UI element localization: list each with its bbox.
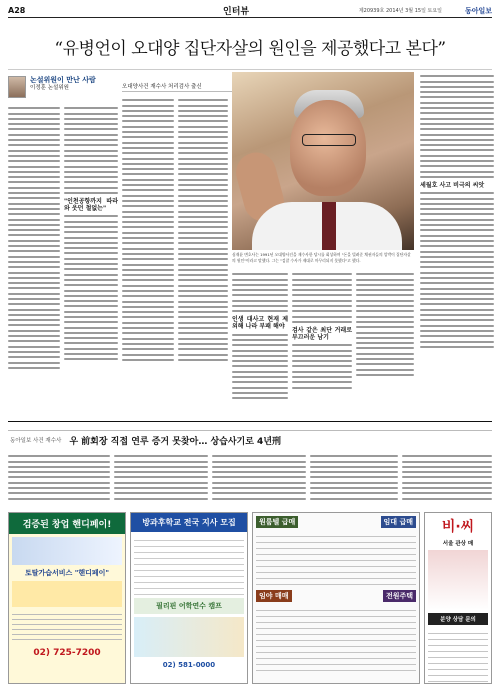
bottom-column-2 xyxy=(114,452,208,508)
subhead-4: 검사 같은 최단 거래로 부끄러운 남기 xyxy=(292,326,352,341)
headline: “유병언이 오대양 집단자살의 원인을 제공했다고 본다” xyxy=(8,24,492,70)
columnist-profile xyxy=(8,76,118,100)
columnist-name: 이정훈 논설위원 xyxy=(30,85,69,91)
ad3-label-a: 원룸텔 급매 xyxy=(256,516,298,528)
column-title: 논설위원이 만난 사람 xyxy=(30,76,96,84)
ad-realestate-classifieds[interactable] xyxy=(252,512,420,684)
columnist-photo xyxy=(8,76,26,98)
article-column-3 xyxy=(122,96,174,416)
ad2-subtitle: 필리핀 어학연수 캠프 xyxy=(134,598,244,614)
page-header xyxy=(8,4,492,18)
interviewee-desc: 오대양사건 재수사 처리검사 출신 xyxy=(122,84,202,90)
bottom-column-5 xyxy=(402,452,492,508)
ad2-phone: 02) 581-0000 xyxy=(162,661,216,669)
article-column-2 xyxy=(64,104,118,416)
bottom-article-title xyxy=(10,432,490,448)
bottom-article-tag: 동아일보 사건 재수사 xyxy=(10,438,62,444)
newspaper-logo: 동아일보 xyxy=(464,7,492,15)
article-column-1 xyxy=(8,104,60,416)
ad-bc[interactable] xyxy=(424,512,492,684)
subhead-1: "인천공항까지 따라 와 웃던 철없는" xyxy=(64,198,118,213)
page-number: A28 xyxy=(8,6,26,15)
ad3-label-d: 전원주택 xyxy=(383,590,416,602)
ad4-brand: 비·씨 xyxy=(441,519,475,535)
ad3-label-c: 임야 매매 xyxy=(256,590,292,602)
article-column-5 xyxy=(232,270,288,416)
ad-handipay[interactable] xyxy=(8,512,126,684)
interviewee-photo xyxy=(232,72,414,250)
bottom-article-headline: 우 前회장 직접 연루 증거 못찾아… 상습사기로 4년刑 xyxy=(69,436,282,447)
photo-caption: 심재륜 변호사는 1991년 오대양사건을 재수사한 당시를 회상하며 "돈을 빌려준 채권자들의 압박이 집단자살의 원인"이라고 말했다. 그는 "검찰 수사가 제대로 마무리되지 못했다"고 했다. xyxy=(232,252,411,263)
ad4-subtitle: 서울 관상 매 xyxy=(442,541,474,547)
section-name: 인터뷰 xyxy=(223,7,250,17)
ad1-title: 검증된 창업 핸디페이! xyxy=(9,513,125,534)
bottom-column-3 xyxy=(212,452,306,508)
article-column-7 xyxy=(356,270,414,416)
article-column-4 xyxy=(178,96,228,416)
ad-afterschool[interactable] xyxy=(130,512,248,684)
issue-date: 제20939호 2014년 3월 15일 토요일 xyxy=(358,8,442,14)
section-divider xyxy=(8,421,492,431)
ad1-subtitle: 토탈가습서비스 "핸디페이" xyxy=(24,569,110,577)
ad2-title: 방과후학교 전국 지사 모집 xyxy=(131,513,247,532)
article-column-right xyxy=(420,72,494,416)
ad4-line: 분양 상담 문의 xyxy=(428,613,488,625)
bottom-column-1 xyxy=(8,452,110,508)
bottom-column-4 xyxy=(310,452,398,508)
article-column-6 xyxy=(292,270,352,416)
subhead-3: 인생 대사고 현재 제외해 나라 부패 해야 xyxy=(232,316,288,331)
ad3-label-b: 임대 급매 xyxy=(381,516,417,528)
subhead-2: 세월호 사고 비극의 씨앗 xyxy=(420,181,485,189)
ad1-phone: 02) 725-7200 xyxy=(33,648,101,658)
